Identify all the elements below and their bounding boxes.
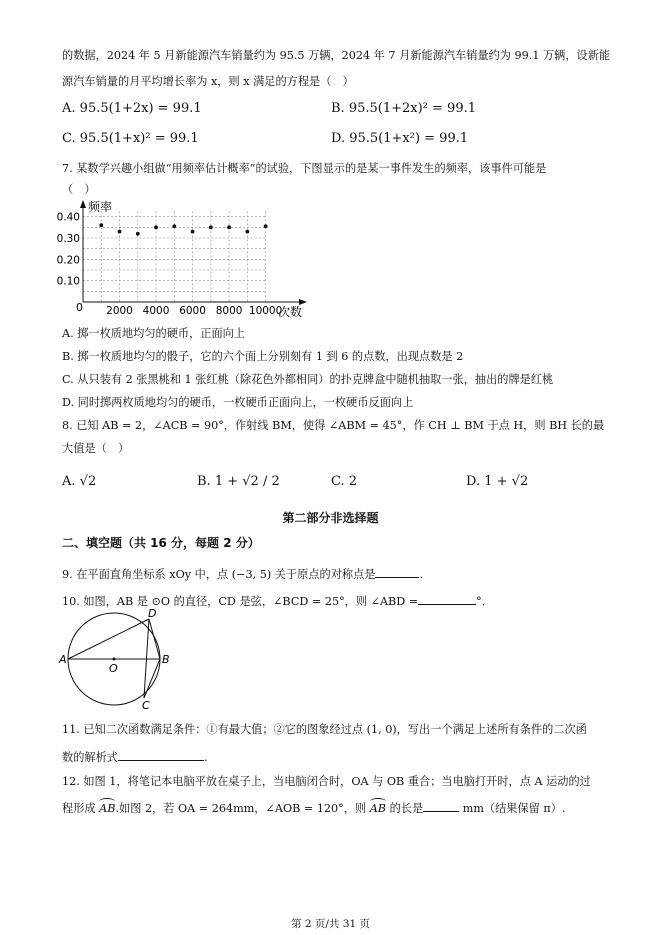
- q9-text: 9. 在平面直角坐标系 xOy 中，点 (−3, 5) 关于原点的对称点是: [62, 568, 376, 581]
- q7-option-c: C. 从只装有 2 张黑桃和 1 张红桃（除花色外都相同）的扑克牌盒中随机抽取一张，抽出的牌是红桃: [62, 373, 554, 386]
- option-expr: 1 + √2 / 2: [214, 474, 280, 489]
- origin-label: 0: [76, 301, 83, 314]
- option-label: B.: [197, 474, 211, 489]
- q6-option-c: [62, 131, 199, 146]
- center-point: [113, 658, 116, 661]
- q12-line2-mid: .如图 2，若 OA = 264mm，∠AOB = 120°，则: [115, 802, 367, 815]
- option-expr: 95.5(1+x²) = 99.1: [349, 131, 469, 146]
- page-footer: 第 2 页/共 31 页: [291, 918, 370, 930]
- y-tick-label: 0.20: [56, 254, 80, 267]
- option-label: C.: [331, 474, 345, 489]
- data-point: [227, 225, 231, 229]
- option-label: C.: [62, 131, 76, 146]
- q12-line2-tail: mm（结果保留 π）.: [462, 802, 566, 815]
- option-label: A.: [62, 101, 76, 116]
- q6-stem-line1: 的数据，2024 年 5 月新能源汽车销量约为 95.5 万辆，2024 年 7 月新能源汽车销量约为 99.1 万辆，设新能: [62, 49, 611, 62]
- option-expr: 95.5(1+2x) = 99.1: [79, 101, 202, 116]
- q11-line2-text: 数的解析式: [62, 751, 118, 764]
- q7-stem-line2: （ ）: [62, 183, 96, 196]
- data-point: [264, 224, 268, 228]
- option-label: D.: [466, 474, 481, 489]
- option-label: A.: [62, 474, 76, 489]
- x-tick-label: 6000: [179, 305, 206, 317]
- q11-tail: .: [203, 751, 208, 764]
- x-tick-label: 8000: [215, 305, 243, 317]
- q6-option-a: [62, 101, 202, 116]
- segment-bd: [149, 619, 160, 659]
- label-o: O: [109, 662, 118, 675]
- segment-ad: [68, 619, 149, 659]
- label-d: D: [148, 608, 157, 620]
- circle-figure: [56, 608, 186, 710]
- option-expr: 1 + √2: [484, 474, 529, 489]
- x-tick-label: 10000: [248, 305, 283, 317]
- q10-answer-blank[interactable]: [418, 592, 476, 605]
- q11-line2: [62, 748, 208, 765]
- data-point: [172, 224, 176, 228]
- data-point: [154, 225, 158, 229]
- q7-option-a: A. 掷一枚质地均匀的硬币，正面向上: [62, 327, 246, 340]
- option-expr: 2: [348, 474, 358, 489]
- q10-line: [62, 592, 493, 609]
- option-expr: 95.5(1+x)² = 99.1: [79, 131, 199, 146]
- label-a: A: [59, 653, 67, 666]
- x-tick-label: 4000: [142, 305, 170, 317]
- frequency-chart: [56, 198, 316, 324]
- y-axis-arrow: [80, 200, 86, 208]
- q8-option-d: [466, 474, 528, 489]
- y-tick-label: 0.10: [56, 275, 80, 288]
- q8-option-b: [197, 474, 280, 489]
- q6-stem-line2: 源汽车销量的月平均增长率为 x，则 x 满足的方程是（ ）: [62, 75, 354, 88]
- data-point: [245, 230, 249, 234]
- q11-line1: 11. 已知二次函数满足条件：①有最大值；②它的图象经过点 (1, 0)，写出一个满足上述所有条件的二次函: [62, 723, 587, 736]
- q12-answer-blank[interactable]: [423, 799, 459, 812]
- q7-stem-line1: 7. 某数学兴趣小组做“用频率估计概率”的试验，下图显示的是某一事件发生的频率，该事件可能是: [62, 162, 547, 175]
- q6-option-d: [331, 131, 468, 146]
- q9-tail: .: [419, 568, 424, 581]
- y-axis-label: 频率: [88, 200, 113, 214]
- label-b: B: [162, 653, 170, 666]
- q11-answer-blank[interactable]: [118, 748, 204, 761]
- y-tick-label: 0.30: [56, 233, 80, 245]
- option-expr: √2: [79, 474, 97, 489]
- q8-option-a: [62, 474, 96, 489]
- label-c: C: [142, 699, 150, 710]
- q12-line2-post: 的长是: [389, 802, 424, 815]
- q7-option-d: D. 同时掷两枚质地均匀的硬币，一枚硬币正面向上，一枚硬币反面向上: [62, 396, 414, 409]
- data-point: [136, 232, 140, 236]
- x-axis-label: 次数: [278, 305, 303, 319]
- option-label: D.: [331, 131, 346, 146]
- q12-line2: [62, 799, 566, 816]
- data-point: [118, 230, 122, 234]
- q8-stem-line2: 大值是（ ）: [62, 442, 130, 455]
- q12-line2-pre: 程形成: [62, 802, 96, 815]
- data-point: [209, 225, 213, 229]
- q7-option-b: B. 掷一枚质地均匀的骰子，它的六个面上分别刻有 1 到 6 的点数，出现点数是 2: [62, 350, 464, 363]
- q8-stem-line1: 8. 已知 AB = 2，∠ACB = 90°，作射线 BM，使得 ∠ABM = 45°，作 CH ⊥ BM 于点 H，则 BH 长的最: [62, 419, 605, 432]
- q6-option-b: [331, 101, 476, 116]
- data-point: [99, 223, 103, 227]
- q9-answer-blank[interactable]: [375, 565, 419, 578]
- arc-ab-label: AB: [99, 802, 116, 815]
- q8-option-c: [331, 474, 357, 489]
- y-tick-label: 0.40: [56, 211, 80, 224]
- data-point: [191, 230, 195, 234]
- q12-line1: 12. 如图 1，将笔记本电脑平放在桌子上，当电脑闭合时，OA 与 OB 重合；当电脑打开时，点 A 运动的过: [62, 775, 591, 788]
- arc-ab-label-2: AB: [369, 802, 387, 815]
- part2-title: 第二部分非选择题: [282, 511, 379, 525]
- q10-text: 10. 如图，AB 是 ⊙O 的直径，CD 是弦，∠BCD = 25°，则 ∠ABD =: [62, 595, 419, 608]
- q10-tail: °．: [476, 595, 493, 608]
- x-tick-label: 2000: [106, 305, 133, 317]
- q9-line: [62, 565, 423, 582]
- section2-title: 二、填空题（共 16 分，每题 2 分）: [62, 536, 260, 550]
- option-expr: 95.5(1+2x)² = 99.1: [348, 101, 476, 116]
- option-label: B.: [331, 101, 345, 116]
